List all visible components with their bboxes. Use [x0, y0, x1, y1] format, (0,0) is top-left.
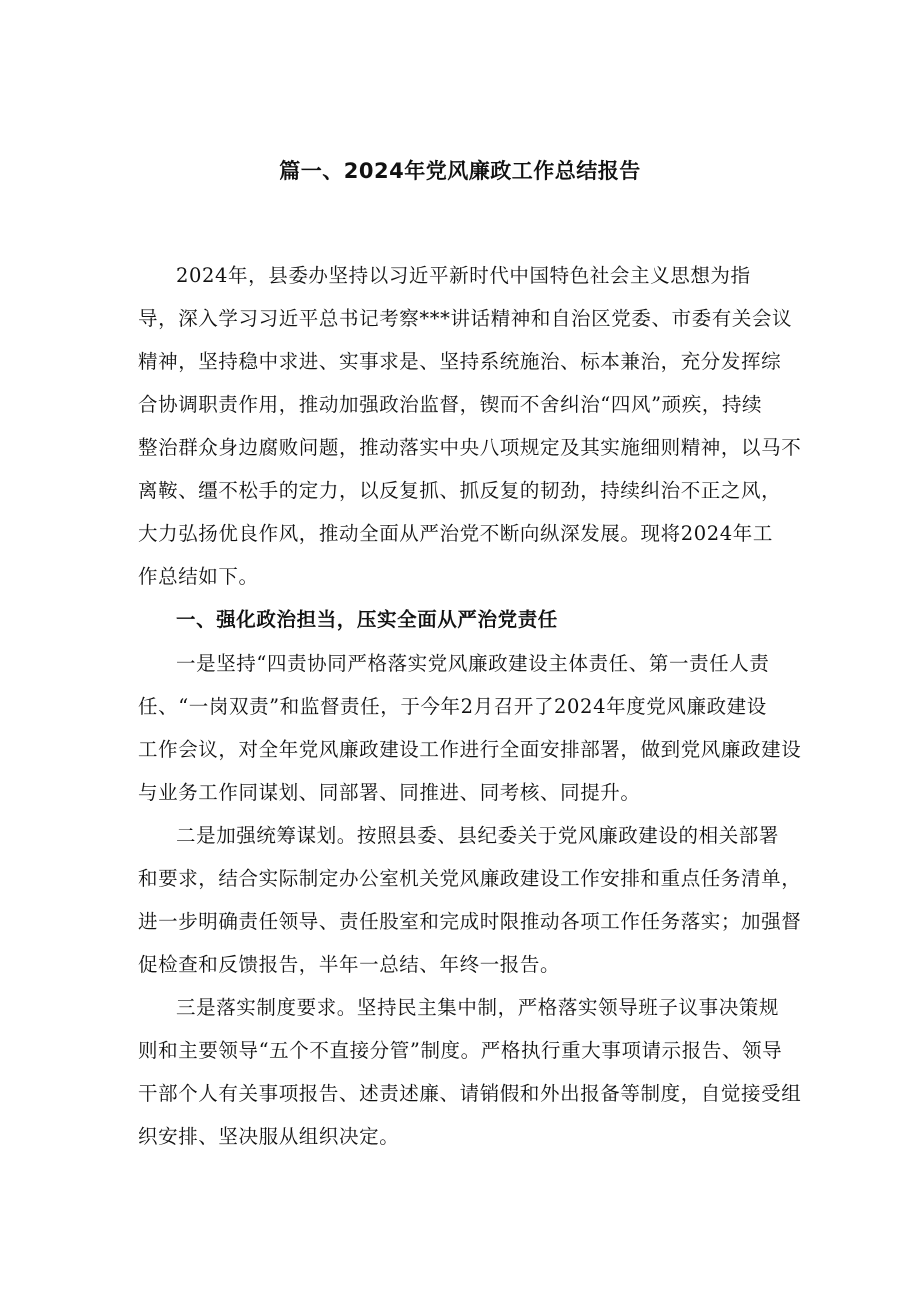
intro-line: 精神，坚持稳中求进、实事求是、坚持系统施治、标本兼治，充分发挥综	[138, 350, 782, 373]
document-title: 篇一、2024年党风廉政工作总结报告	[279, 159, 641, 183]
paragraph-line: 促检查和反馈报告，半年一总结、年终一报告。	[138, 953, 561, 976]
paragraph-line: 织安排、坚决服从组织决定。	[138, 1125, 400, 1148]
intro-line: 导，深入学习习近平总书记考察***讲话精神和自治区党委、市委有关会议	[138, 307, 793, 330]
paragraph-line: 进一步明确责任领导、责任股室和完成时限推动各项工作任务落实；加强督	[138, 910, 802, 933]
paragraph-line: 二是加强统筹谋划。按照县委、县纪委关于党风廉政建设的相关部署	[176, 824, 780, 847]
intro-line: 大力弘扬优良作风，推动全面从严治党不断向纵深发展。现将2024年工	[138, 522, 773, 545]
paragraph-line: 工作会议，对全年党风廉政建设工作进行全面安排部署，做到党风廉政建设	[138, 738, 802, 761]
paragraph-line: 三是落实制度要求。坚持民主集中制，严格落实领导班子议事决策规	[176, 996, 780, 1019]
section-heading: 一、强化政治担当，压实全面从严治党责任	[176, 608, 558, 631]
intro-line: 离鞍、缰不松手的定力，以反复抓、抓反复的韧劲，持续纠治不正之风，	[138, 479, 782, 502]
intro-line: 作总结如下。	[138, 565, 259, 588]
intro-line: 合协调职责作用，推动加强政治监督，锲而不舍纠治“四风”顽疾，持续	[138, 393, 763, 416]
paragraph-line: 任、“一岗双责”和监督责任，于今年2月召开了2024年度党风廉政建设	[138, 695, 767, 718]
intro-line: 整治群众身边腐败问题，推动落实中央八项规定及其实施细则精神，以马不	[138, 436, 802, 459]
paragraph-line: 一是坚持“四责协同严格落实党风廉政建设主体责任、第一责任人责	[176, 652, 770, 675]
paragraph-line: 干部个人有关事项报告、述责述廉、请销假和外出报备等制度，自觉接受组	[138, 1082, 802, 1105]
paragraph-line: 与业务工作同谋划、同部署、同推进、同考核、同提升。	[138, 781, 641, 804]
paragraph-line: 则和主要领导“五个不直接分管”制度。严格执行重大事项请示报告、领导	[138, 1039, 783, 1062]
intro-line: 2024年，县委办坚持以习近平新时代中国特色社会主义思想为指	[176, 264, 751, 287]
paragraph-line: 和要求，结合实际制定办公室机关党风廉政建设工作安排和重点任务清单，	[138, 867, 802, 890]
